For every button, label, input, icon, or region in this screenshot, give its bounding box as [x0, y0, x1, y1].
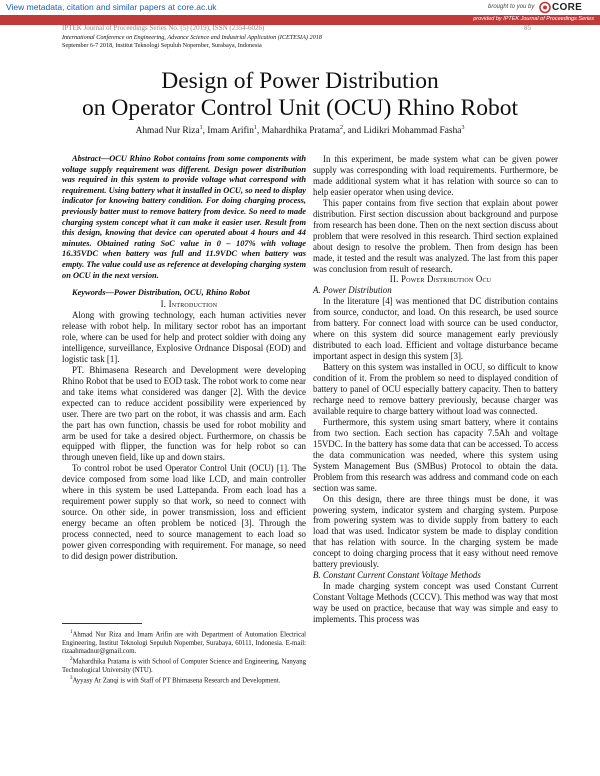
- paragraph: This paper contains from five section that explain about power distribution. First section discussion about background and purpose from research has been done. Then on the next section discuss about problem that were resolved in this research. Third section explained about design to resolve the problem. Then from design has been made, it tested and the result was analyzed. The last from this paper was conclusion from result of research.: [313, 197, 558, 274]
- footnote-rule: [62, 623, 142, 624]
- abstract: Abstract—OCU Rhino Robot contains from some components with voltage supply requirement was different. Design power distribution was required in this system to provide voltage what correspond with requirement. Using battery what it installed in OCU, so need to display indicator for knowing battery condition. For doing charging process, previously batter must to remove battery from device. So need to made charging system concept what it can make it easier user. Result from this design, knowing that device can operated about 4 hours and 44 minutes. Obtained rating SoC value in 0 – 107% with voltage 16.35VDC when battery was full and 11.9VDC when battery was empty. The value could use as reference at developing charging system on OCU in the next version.: [62, 154, 306, 280]
- conference-date: September 6-7 2018, Institut Teknologi Sepuluh Nopember, Surabaya, Indonesia: [62, 42, 262, 49]
- paragraph: PT. Bhimasena Research and Development were developing Rhino Robot that be used to EOD task. The robot work to come near and take items what considered was danger [2]. With the device expected can to reduce accident possibility were experienced by user. There are two part on the robot, it was chassis and arm. Each the part has own function, chassis be used for robot mobility and arm be used for take a desired object. Furthermore, on chassis be equipped with flipper, the function was for help robot so can through uneven field, like up and down stairs.: [62, 364, 306, 463]
- author-name: Imam Arifin: [207, 126, 254, 137]
- journal-header: IPTEK Journal of Proceedings Series No. (5) (2019), ISSN (2354-6026): [62, 24, 265, 32]
- title-line-2: on Operator Control Unit (OCU) Rhino Robot: [81, 95, 519, 121]
- author-name: Mahardhika Pratama: [261, 126, 340, 137]
- paragraph: Furthermore, this system using smart battery, where it contains from two section. Each section has capacity 7.5Ah and voltage 15VDC. In the battery has some data that can be accessed. To access the data communication was needed, where this system using System Management Bus (SMBus) Protocol to obtain the data. Problem from this research was address and command code on each section was same.: [313, 416, 558, 493]
- core-logo-text: CORE: [552, 2, 583, 13]
- paragraph: On this design, there are three things must be done, it was powering system, indicator system and charging system. Purpose from powering system was to divide supply from battery to each load that was used. Indicator system be made to display condition that has relation with source. In the charging system be made concept to doing charging process that it easy without need remove battery previously.: [313, 493, 558, 570]
- section-heading-power-distribution-ocu: II. Power Distribution Ocu: [389, 274, 492, 285]
- keywords: Keywords—Power Distribution, OCU, Rhino Robot: [72, 288, 250, 298]
- title-line-1: Design of Power Distribution: [161, 68, 439, 94]
- author-separator: , and: [342, 126, 364, 137]
- paragraph: In the literature [4] was mentioned that DC distribution contains from source, conductor, and load. On this research, be used source from battery. For connect load with source can be used conductor, where on this system did source management early previously distributed to each load. Efficient and voltage disturbance became important aspect in design this system [3].: [313, 296, 558, 362]
- core-logo[interactable]: [538, 1, 596, 14]
- author-affiliation-mark: 3: [461, 125, 465, 131]
- footnote-text: Ahmad Nur Riza and Imam Arifin are with Department of Automation Electrical Engineering, Institut Teknologi Sepuluh Nopember, Surabaya, 60111, Indonesia. E-mail: rizaahmadnur@gmail.com.: [62, 631, 306, 655]
- author-name: Ahmad Nur Riza: [135, 126, 200, 137]
- core-banner: [0, 0, 600, 15]
- conference-name: International Conference on Engineering, Advance Science and Industrial Application (ICETESIA) 2018: [62, 34, 322, 41]
- page-number: 85: [524, 24, 531, 32]
- core-brought-text: brought to you by: [488, 4, 535, 10]
- footnote: [62, 656, 306, 675]
- core-metadata-link[interactable]: View metadata, citation and similar papers at core.ac.uk: [6, 2, 217, 12]
- paper-title: [0, 68, 600, 122]
- subsection-heading-power-distribution: A. Power Distribution: [313, 285, 392, 296]
- footnote-text: Mahardhika Pratama is with School of Computer Science and Engineering, Nanyang Technological University (NTU).: [62, 658, 306, 674]
- author-affiliation-mark: 1: [253, 125, 257, 131]
- author-list: [0, 125, 600, 136]
- author-name: Lidikri Mohammad Fasha: [363, 126, 462, 137]
- author-separator: ,: [202, 126, 208, 137]
- author-affiliation-mark: 1: [199, 125, 203, 131]
- footnote-mark: 2: [70, 657, 73, 663]
- footnotes: [62, 629, 306, 686]
- core-provided-text: provided by IPTEK Journal of Proceedings Series: [473, 16, 594, 22]
- author-separator: ,: [256, 126, 262, 137]
- footnote: [62, 675, 306, 686]
- footnote-text: Ayyasy Ar Zanqi is with Staff of PT Bhimasena Research and Development.: [72, 677, 281, 685]
- paragraph: To control robot be used Operator Control Unit (OCU) [1]. The device composed from some load like LCD, and main controller where in this system be used Lattepanda. From each load has a requirement power supply so that work, so need to connect with source. On other side, in power transmission, loss and efficient energy became an often problem be noticed [3]. Through the process connected, need to source management to each load so power given corresponding with requirement. For manage, so need to did design power distribution.: [62, 463, 306, 561]
- section-heading-introduction: I. Introduction: [160, 299, 218, 310]
- footnote: [62, 629, 306, 656]
- paragraph: In this experiment, be made system what can be given power supply was corresponding with load requirements. Furthermore, be made additional system what it has relation with source so can to help easier operator when using device.: [313, 154, 558, 197]
- left-column: [62, 154, 306, 562]
- footnote-mark: 3: [70, 676, 73, 682]
- author-affiliation-mark: 2: [339, 125, 343, 131]
- paragraph: Along with growing technology, each human activities never release with robot help. In military sector robot has an important role, where can be used for help and protect soldier with doing any intelligence, surveillance, Explosive Ordnance Disposal (EOD) and logistic task [1].: [62, 310, 306, 364]
- subsection-heading-cccv: B. Constant Current Constant Voltage Methods: [313, 570, 481, 581]
- core-logo-icon: [538, 1, 552, 14]
- right-column: [313, 154, 558, 625]
- paragraph: In made charging system concept was used Constant Current Constant Voltage Methods (CCCV). This method was way that most way be used on practice, because that way was simple and easy to implements. This process was: [313, 581, 558, 625]
- footnote-mark: 1: [70, 630, 73, 635]
- paragraph: Battery on this system was installed in OCU, so difficult to know condition of it. From the problem so need to displayed condition of battery to panel of OCU especially battery capacity. Then to battery recharge need to remove battery previously, because charger was available require to charge battery without load was connected.: [313, 362, 558, 416]
